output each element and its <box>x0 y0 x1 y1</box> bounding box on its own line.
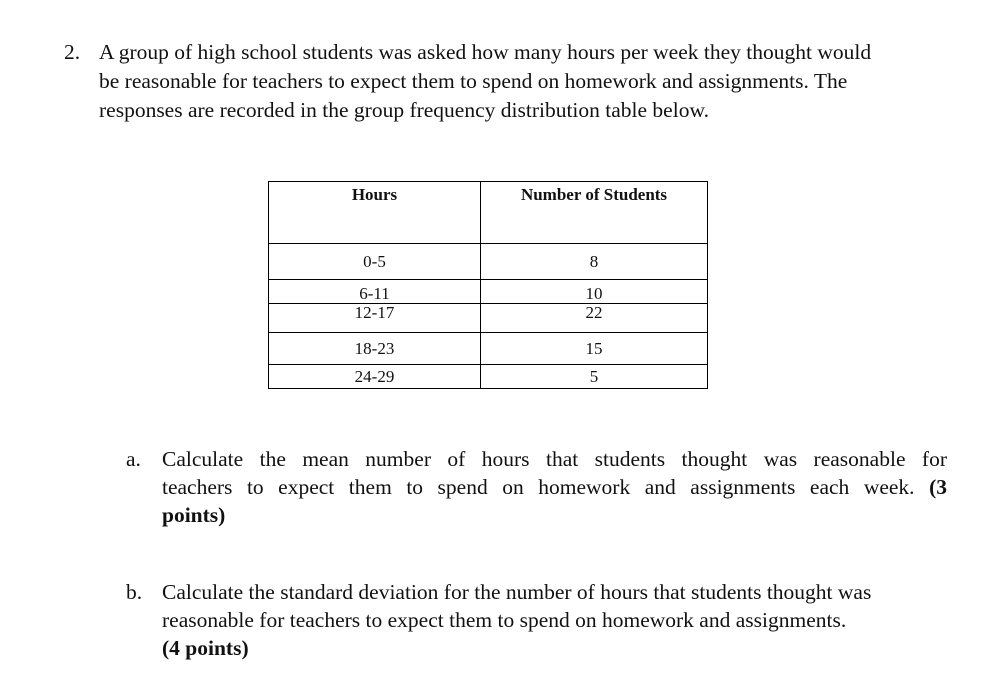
question-number: 2. <box>64 40 81 64</box>
table-header-row <box>269 182 708 244</box>
part-a-line: Calculate the mean number of hours that students thought was reasonable for <box>162 447 947 471</box>
part-b-label: b. <box>126 580 143 604</box>
part-b-line <box>162 634 947 662</box>
part-a-line-text: teachers to expect them to spend on homework and assignments each week. <box>162 475 915 499</box>
header-number-of-students: Number of Students <box>481 182 708 244</box>
cell-students: 5 <box>481 365 708 389</box>
question-line: A group of high school students was asked how many hours per week they thought would <box>99 40 872 64</box>
part-a-points-cont: points) <box>162 503 226 527</box>
part-b-line: reasonable for teachers to expect them to spend on homework and assignments. <box>162 608 847 632</box>
cell-students: 15 <box>481 333 708 365</box>
table-row <box>269 365 708 389</box>
part-a-points: (3 <box>929 475 948 499</box>
table-row <box>269 244 708 280</box>
cell-hours: 6-11 <box>269 280 481 304</box>
cell-hours: 24-29 <box>269 365 481 389</box>
cell-hours: 0-5 <box>269 244 481 280</box>
part-a-line <box>162 473 947 501</box>
part-a-label: a. <box>126 447 141 471</box>
part-b-text <box>162 578 947 662</box>
question-line: responses are recorded in the group frequency distribution table below. <box>99 98 709 122</box>
frequency-table <box>268 181 708 389</box>
question-line: be reasonable for teachers to expect them to spend on homework and assignments. The <box>99 69 848 93</box>
part-a-text <box>162 445 947 529</box>
cell-hours: 12-17 <box>269 304 481 333</box>
header-hours: Hours <box>269 182 481 244</box>
part-b-points: (4 points) <box>162 636 249 660</box>
cell-students: 8 <box>481 244 708 280</box>
table-row <box>269 280 708 304</box>
cell-students: 22 <box>481 304 708 333</box>
table-row <box>269 333 708 365</box>
cell-students: 10 <box>481 280 708 304</box>
question-text <box>99 38 959 125</box>
cell-hours: 18-23 <box>269 333 481 365</box>
part-a-line <box>162 501 947 529</box>
table-row <box>269 304 708 333</box>
part-b-line: Calculate the standard deviation for the number of hours that students thought was <box>162 580 872 604</box>
